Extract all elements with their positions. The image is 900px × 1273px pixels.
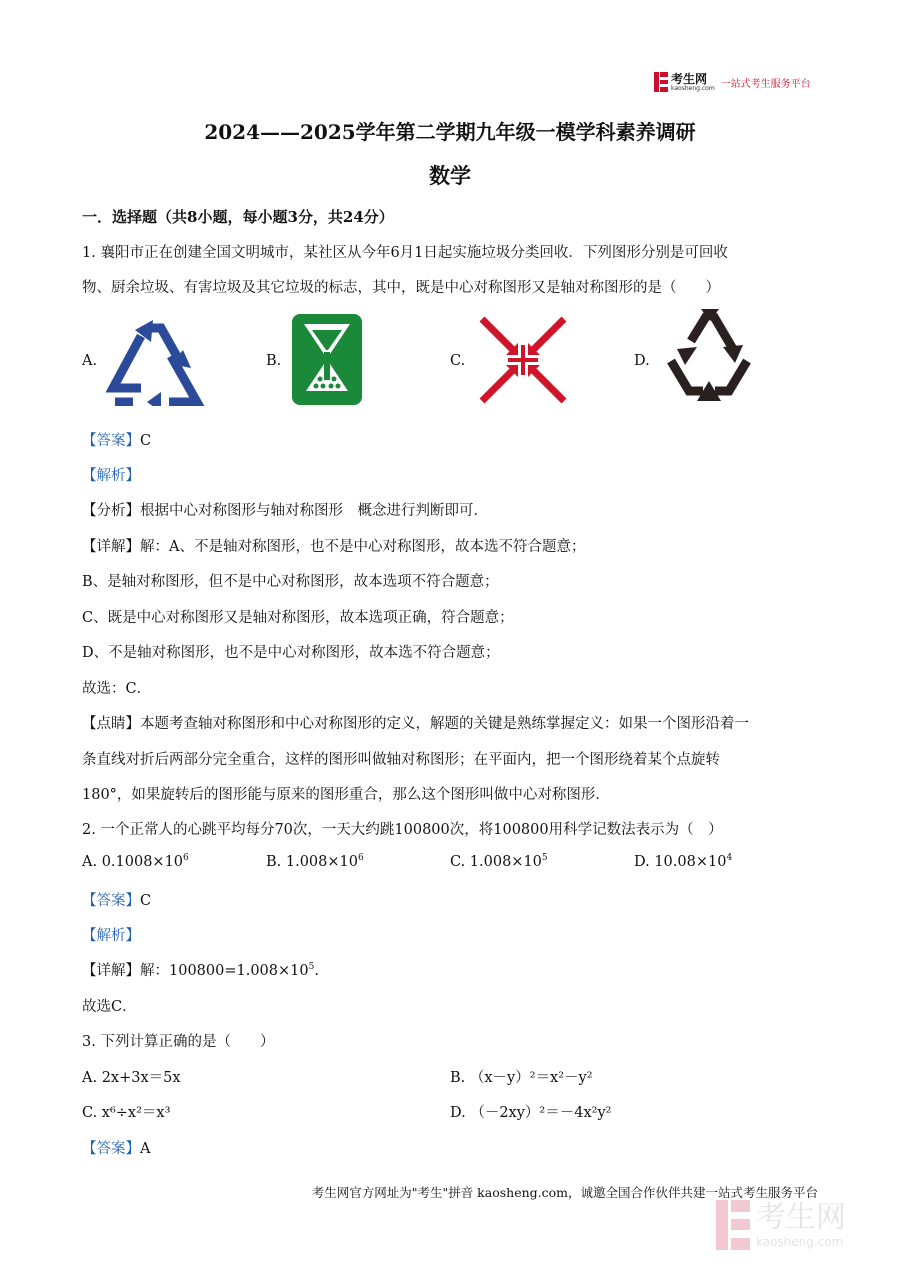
kitchen-waste-icon — [290, 312, 364, 407]
q1-dianjing-3: 180°，如果旋转后的图形能与原来的图形重合，那么这个图形叫做中心对称图形． — [82, 787, 610, 803]
q1-fenxi: 【分析】根据中心对称图形与轴对称图形 概念进行判断即可． — [82, 503, 488, 519]
q3-option-c: C. x⁶÷x²＝x³ — [82, 1105, 171, 1121]
watermark-logo — [716, 1200, 846, 1250]
page-footer: 考生网官方网址为"考生"拼音 kaosheng.com，诚邀全国合作伙伴共建一站式考生服务平台 — [311, 1185, 818, 1200]
watermark-domain: kaosheng.com — [756, 1235, 844, 1249]
q2-choose: 故选C． — [82, 999, 137, 1015]
q3-answer: 【答案】A — [82, 1141, 151, 1157]
q2-option-d: D. $10.08\times 10^4$ — [634, 853, 733, 870]
q2-detail: 【详解】解：$100800=1.008\times 10^5$. — [82, 962, 319, 979]
brand-logo — [654, 72, 811, 92]
q2-answer: 【答案】C — [82, 893, 152, 909]
q1-option-a-label: A. — [82, 353, 98, 369]
q3-stem: 3. 下列计算正确的是（ ） — [82, 1034, 275, 1050]
brand-logo-icon — [654, 72, 668, 92]
brand-domain: kaosheng.com — [671, 84, 715, 92]
q1-stem-line2: 物、厨余垃圾、有害垃圾及其它垃圾的标志，其中，既是中心对称图形又是轴对称图形的是（ ） — [82, 280, 720, 296]
q1-detail-c: C、既是中心对称图形又是轴对称图形，故本选项正确，符合题意； — [82, 610, 514, 626]
q1-detail-d: D、不是轴对称图形，也不是中心对称图形，故本选不符合题意； — [82, 645, 500, 661]
q1-dianjing: 【点睛】本题考查轴对称图形和中心对称图形的定义，解题的关键是熟练掌握定义：如果一个图形沿着一 — [82, 716, 749, 732]
q2-option-b: B. $1.008\times 10^6$ — [266, 853, 364, 870]
q1-dianjing-2: 条直线对折后两部分完全重合，这样的图形叫做轴对称图形；在平面内，把一个图形绕着某个点旋转 — [82, 752, 720, 768]
q1-detail: 【详解】解：A、不是轴对称图形，也不是中心对称图形，故本选不符合题意； — [82, 539, 586, 555]
other-waste-icon — [663, 305, 757, 409]
page-title: 2024——2025学年第二学期九年级一模学科素养调研 — [204, 120, 696, 144]
q1-option-b-label: B. — [266, 353, 282, 369]
section-heading: 一．选择题（共8小题，每小题3分，共24分） — [82, 208, 394, 226]
watermark-name: 考生网 — [756, 1200, 846, 1235]
q1-analysis-tag: 【解析】 — [82, 468, 140, 484]
q2-analysis-tag: 【解析】 — [82, 928, 140, 944]
harmful-waste-icon — [478, 315, 568, 405]
q1-stem-line1: 1. 襄阳市正在创建全国文明城市，某社区从今年6月1日起实施垃圾分类回收．下列图形分别是可回收 — [82, 245, 728, 261]
q2-option-c: C. $1.008\times 10^5$ — [450, 853, 548, 870]
q1-detail-b: B、是轴对称图形，但不是中心对称图形，故本选项不符合题意； — [82, 574, 499, 590]
q2-option-a: A. $0.1008\times 10^6$ — [82, 853, 189, 870]
recycle-icon — [105, 316, 205, 406]
q1-choose: 故选：C． — [82, 681, 152, 697]
watermark-icon — [716, 1200, 750, 1250]
q3-option-b: B. （x－y）²＝x²－y² — [450, 1070, 593, 1086]
q1-answer: 【答案】C — [82, 433, 152, 449]
brand-name: 考生网 — [671, 71, 708, 86]
subject-title: 数学 — [429, 163, 471, 188]
brand-slogan: 一站式考生服务平台 — [720, 78, 811, 90]
q1-option-c-label: C. — [450, 353, 466, 369]
q2-stem: 2. 一个正常人的心跳平均每分70次，一天大约跳100800次，将100800用科学记数法表示为（ ） — [82, 822, 723, 838]
q3-option-a: A. 2x+3x＝5x — [82, 1070, 181, 1086]
q3-option-d: D. （－2xy）²＝－4x²y² — [450, 1105, 612, 1121]
q1-option-d-label: D. — [634, 353, 650, 369]
